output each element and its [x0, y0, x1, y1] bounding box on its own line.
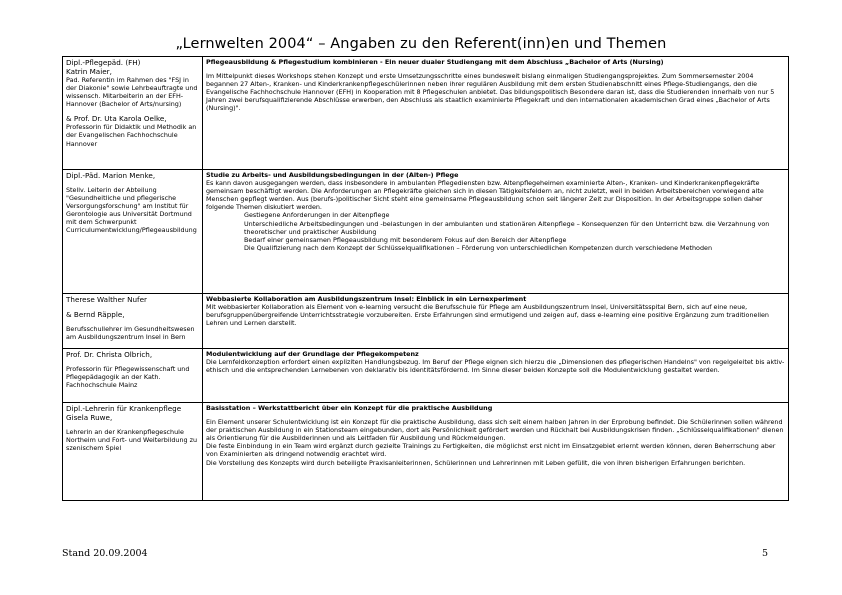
page-number: 5 [762, 548, 769, 559]
speaker-affiliation: Lehrerin an der Krankenpflegeschule Northeim und Fort- und Weiterbildung zu szenischem Spiel [66, 428, 198, 453]
speaker-name: & Prof. Dr. Uta Karola Oelke, [66, 114, 167, 124]
speaker-title: Dipl.-Lehrerin für Krankenpflege [66, 404, 182, 413]
speaker-name: & Bernd Räpple, [66, 310, 125, 319]
topic-title: Basisstation – Werkstattbericht über ein Konzept für die praktische Ausbildung [206, 404, 493, 412]
speaker-cell [63, 57, 203, 170]
topic-description: Es kann davon ausgegangen werden, dass insbesondere in ambulanten Pflegediensten bzw. Altenpflegeheimen examinierte Alten-, Kranken- und Kinderkrankenpflegekräfte gemeinsam beschäftigt werden. Die Anforderungen an Pflegekräfte gleichen sich in diesen Tätigkeitsfeldern an, nicht zuletzt, weil in beiden Arbeitsbereichen vorwiegend alte Menschen gepflegt werden. Aus (berufs-)politischer Sicht steht eine gemeinsame Pflegeausbildung schon seit längerer Zeit zur Disposition. In der Arbeitsgruppe sollen daher folgende Themen diskutiert werden. [206, 179, 764, 212]
topic-cell [203, 349, 789, 403]
topic-title: Studie zu Arbeits- und Ausbildungsbedingungen in der (Alten-) Pflege [206, 171, 459, 179]
topic-description: Die Vorstellung des Konzepts wird durch beteiligte Praxisanleiterinnen, Schülerinnen und Lehrerinnen mit Leben gefüllt, die von ihren bisherigen Erfahrungen berichten. [206, 458, 746, 467]
speaker-affiliation: Professorin für Pflegewissenschaft und Pflegepädagogik an der Kath. Fachhochschule Mainz [66, 365, 190, 390]
speaker-title: Dipl.-Pflegepäd. (FH) [66, 58, 141, 67]
speaker-cell [63, 294, 203, 349]
table-row [63, 294, 789, 349]
speaker-name: Dipl.-Päd. Marion Menke, [66, 171, 156, 180]
topic-description: Mit webbasierter Kollaboration als Element von e-learning versucht die Berufsschule für Pflege am Ausbildungszentrum Insel, Universitätsspital Bern, sich auf eine neue, berufsgruppenübergreifende Unterrichtsstrategie vorzubereiten. Erste Erfahrungen sind ermutigend und zeigen auf, dass e-learning eine positive Ergänzung zum traditionellen Lehren und Lernen darstellt. [206, 303, 769, 328]
topic-list-item: Gestiegene Anforderungen in der Altenpflege [244, 211, 390, 220]
topic-description: Die Lernfeldkonzeption erfordert einen expliziten Handlungsbezug. Im Beruf der Pflege eignen sich hierzu die „Dimensionen des pflegerischen Handelns" von regelgeleitet bis aktiv-ethisch und die entsprechenden Lernebenen von deklarativ bis identitätsfördernd. Im Sinne dieser beiden Konzepte soll die Modulentwicklung gestaltet werden. [206, 358, 785, 375]
speaker-name: Gisela Ruwe, [66, 413, 113, 422]
table-row [63, 57, 789, 170]
speaker-affiliation: Stellv. Leiterin der Abteilung "Gesundheitliche und pflegerische Versorgungsforschung" am Institut für Gerontologie aus Universität Dortmund mit dem Schwerpunkt Curriculumentwicklung/Pflegeausbildung [66, 186, 197, 235]
speaker-name: Katrin Maier, [66, 67, 112, 76]
speaker-name: Prof. Dr. Christa Olbrich, [66, 350, 153, 359]
speaker-cell [63, 170, 203, 294]
topic-cell [203, 57, 789, 170]
topic-description: Ein Element unserer Schulentwicklung ist ein Konzept für die praktische Ausbildung, dass sich seit einem halben Jahren in der Erprobung befindet. Die Schülerinnen sollen während der praktischen Ausbildung in ein Stationsteam eingebunden, dort als Persönlichkeit gefördert werden und Rückhalt bei Ausbildungskrisen finden. „Schlüsselqualifikationen" dienen als Orientierung für die Ausbilderinnen und als Leitfaden für Ausbildung und Rückmeldungen. [206, 418, 784, 443]
topic-list-item: Bedarf einer gemeinsamen Pflegeausbildung mit besonderem Fokus auf den Bereich der Altenpflege [244, 235, 567, 244]
speaker-name: Therese Walther Nufer [66, 295, 147, 304]
speaker-cell [63, 403, 203, 501]
speaker-affiliation: Pad. Referentin im Rahmen des "FSJ in der Diakonie" sowie Lehrbeauftragte und wissensch. Mitarbeiterin an der EFH-Hannover (Bachelor of Arts/nursing) [66, 76, 198, 109]
table-row [63, 349, 789, 403]
speaker-affiliation: Professorin für Didaktik und Methodik an der Evangelischen Fachhochschule Hannover [66, 123, 197, 148]
topic-cell [203, 170, 789, 294]
page-title: „Lernwelten 2004“ – Angaben zu den Referent(inn)en und Themen [175, 36, 667, 52]
topic-cell [203, 294, 789, 349]
table-row [63, 403, 789, 501]
topic-list-item: Die Qualifizierung nach dem Konzept der Schlüsselqualifikationen – Förderung von unterschiedlichen Kompetenzen durch verschiedene Methoden [244, 243, 713, 252]
topic-description: Im Mittelpunkt dieses Workshops stehen Konzept und erste Umsetzungsschritte eines bundesweit bislang einmaligen Studiengangsprojektes. Zum Sommersemester 2004 begannen 27 Alten-, Kranken- und Kinderkrankenpflegeschülerinnen neben ihrer regulären Ausbildung mit dem ersten Studienabschnitt eines Pflege-Studiengangs, den die Evangelische Fachhochschule Hannover (EFH) in Kooperation mit 8 Pflegeschulen anbietet. Das bildungspolitisch Besondere daran ist, dass die Studierenden innerhalb von nur 5 Jahren zwei berufsqualifizierende Abschlüsse erwerben, den Abschluss als staatlich examinierte Pflegekraft und den internationalen akademischen Grad eines „Bachelor of Arts (Nursing)". [206, 72, 775, 113]
topic-title: Modulentwicklung auf der Grundlage der Pflegekompetenz [206, 350, 419, 358]
topic-list-item: Unterschiedliche Arbeitsbedingungen und -belastungen in der ambulanten und stationären Altenpflege – Konsequenzen für den Unterricht bzw. die Verzahnung von theoretischer und praktischer Ausbildung [244, 219, 770, 236]
table-row [63, 170, 789, 294]
topic-description: Die feste Einbindung in ein Team wird ergänzt durch gezielte Trainings zu Fertigkeiten, die möglichst erst nicht im Einsatzgebiet erlernt werden können, deren Beherrschung aber von Examinierten als dringend notwendig erachtet wird. [206, 442, 776, 459]
topic-title: Pflegeausbildung & Pflegestudium kombinieren - Ein neuer dualer Studiengang mit dem Abschluss „Bachelor of Arts (Nursing) [206, 58, 664, 66]
speaker-cell [63, 349, 203, 403]
topic-title: Webbasierte Kollaboration am Ausbildungszentrum Insel: Einblick in ein Lernexperiment [206, 295, 527, 303]
topic-cell [203, 403, 789, 501]
speaker-affiliation: Berufsschullehrer im Gesundheitswesen am Ausbildungszentrum Insel in Bern [66, 325, 195, 342]
footer-date: Stand 20.09.2004 [62, 548, 148, 559]
speaker-table [62, 56, 789, 501]
